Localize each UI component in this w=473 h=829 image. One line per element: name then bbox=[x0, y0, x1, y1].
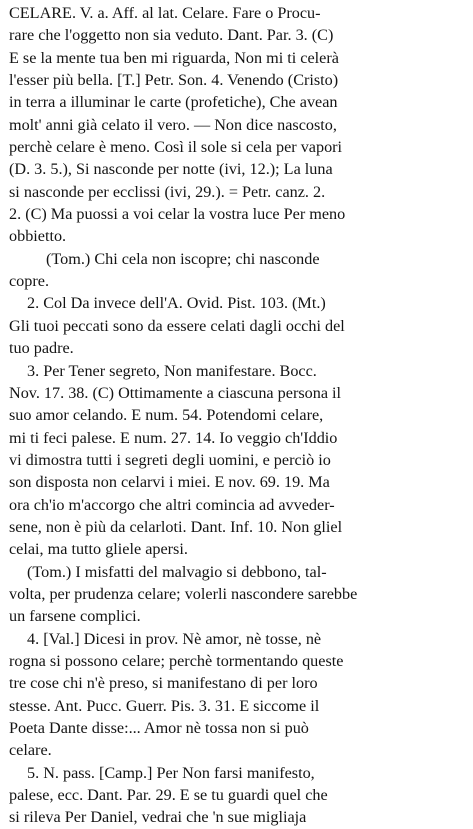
entry-note-tom-1 bbox=[9, 248, 464, 293]
text-line: E se la mente tua ben mi riguarda, Non mi ti celerà bbox=[9, 48, 339, 67]
text-line: 3. Per Tener segreto, Non manifestare. Bocc. bbox=[27, 361, 317, 380]
entry-sense-3 bbox=[9, 360, 464, 561]
text-line: 2. (C) Ma puossi a voi celar la vostra luce Per meno bbox=[9, 205, 346, 224]
text-line: (Tom.) Chi cela non iscopre; chi nasconde bbox=[46, 249, 320, 268]
text-line: tre cose chi n'è preso, si manifestano di per loro bbox=[9, 674, 318, 693]
text-line: sene, non è più da celarloti. Dant. Inf. 10. Non gliel bbox=[9, 517, 343, 536]
text-line: rare che l'oggetto non sia veduto. Dant. Par. 3. (C) bbox=[9, 26, 334, 45]
entry-note-tom-2 bbox=[9, 561, 464, 628]
entry-sense-2 bbox=[9, 292, 464, 359]
text-line: palese, ecc. Dant. Par. 29. E se tu guardi quel che bbox=[9, 786, 328, 805]
text-line: 2. Col Da invece dell'A. Ovid. Pist. 103. (Mt.) bbox=[27, 294, 326, 313]
entry-sense-5 bbox=[9, 762, 464, 829]
text-line: obbietto. bbox=[9, 227, 67, 246]
text-line: celare. bbox=[9, 741, 52, 760]
text-line: volta, per prudenza celare; volerli nascondere sarebbe bbox=[9, 584, 358, 603]
text-line: 5. N. pass. [Camp.] Per Non farsi manifesto, bbox=[27, 763, 315, 782]
text-line: vi dimostra tutti i segreti degli uomini, e perciò io bbox=[9, 450, 331, 469]
text-line: si rileva Per Daniel, vedrai che 'n sue migliaja bbox=[9, 808, 307, 827]
text-line: si nasconde per ecclissi (ivi, 29.). = Petr. canz. 2. bbox=[9, 182, 326, 201]
text-line: ora ch'io m'accorgo che altri comincia ad avveder- bbox=[9, 495, 335, 514]
entry-sense-4 bbox=[9, 628, 464, 762]
text-line: rogna si possono celare; perchè tormentando queste bbox=[9, 651, 344, 670]
text-line: molt' anni già celato il vero. — Non dice nascosto, bbox=[9, 115, 337, 134]
text-line: (D. 3. 5.), Si nasconde per notte (ivi, 12.); La luna bbox=[9, 160, 333, 179]
text-line: son disposta non celarvi i miei. E nov. 69. 19. Ma bbox=[9, 473, 330, 492]
text-line: perchè celare è meno. Così il sole si cela per vapori bbox=[9, 138, 343, 157]
text-line: CELARE. V. a. Aff. al lat. Celare. Fare o Procu- bbox=[9, 4, 321, 22]
text-line: (Tom.) I misfatti del malvagio si debbono, tal- bbox=[27, 562, 327, 581]
text-line: stesse. Ant. Pucc. Guerr. Pis. 3. 31. E siccome il bbox=[9, 696, 320, 715]
text-line: mi ti feci palese. E num. 27. 14. Io veggio ch'Iddio bbox=[9, 428, 338, 447]
text-line: in terra a illuminar le carte (profetiche), Che avean bbox=[9, 93, 338, 112]
text-line: tuo padre. bbox=[9, 339, 74, 358]
text-line: l'esser più bella. [T.] Petr. Son. 4. Venendo (Cristo) bbox=[9, 71, 339, 90]
text-line: copre. bbox=[9, 272, 49, 291]
text-line: 4. [Val.] Dicesi in prov. Nè amor, nè tosse, nè bbox=[27, 629, 322, 648]
text-line: un farsene complici. bbox=[9, 607, 141, 626]
text-line: celai, ma tutto gliele apersi. bbox=[9, 540, 188, 559]
entry-definition-1 bbox=[9, 2, 464, 248]
text-line: Nov. 17. 38. (C) Ottimamente a ciascuna persona il bbox=[9, 383, 342, 402]
text-line: Gli tuoi peccati sono da essere celati dagli occhi del bbox=[9, 316, 345, 335]
text-line: Poeta Dante disse:... Amor nè tossa non si può bbox=[9, 719, 309, 737]
text-line: suo amor celando. E num. 54. Potendomi celare, bbox=[9, 406, 324, 425]
